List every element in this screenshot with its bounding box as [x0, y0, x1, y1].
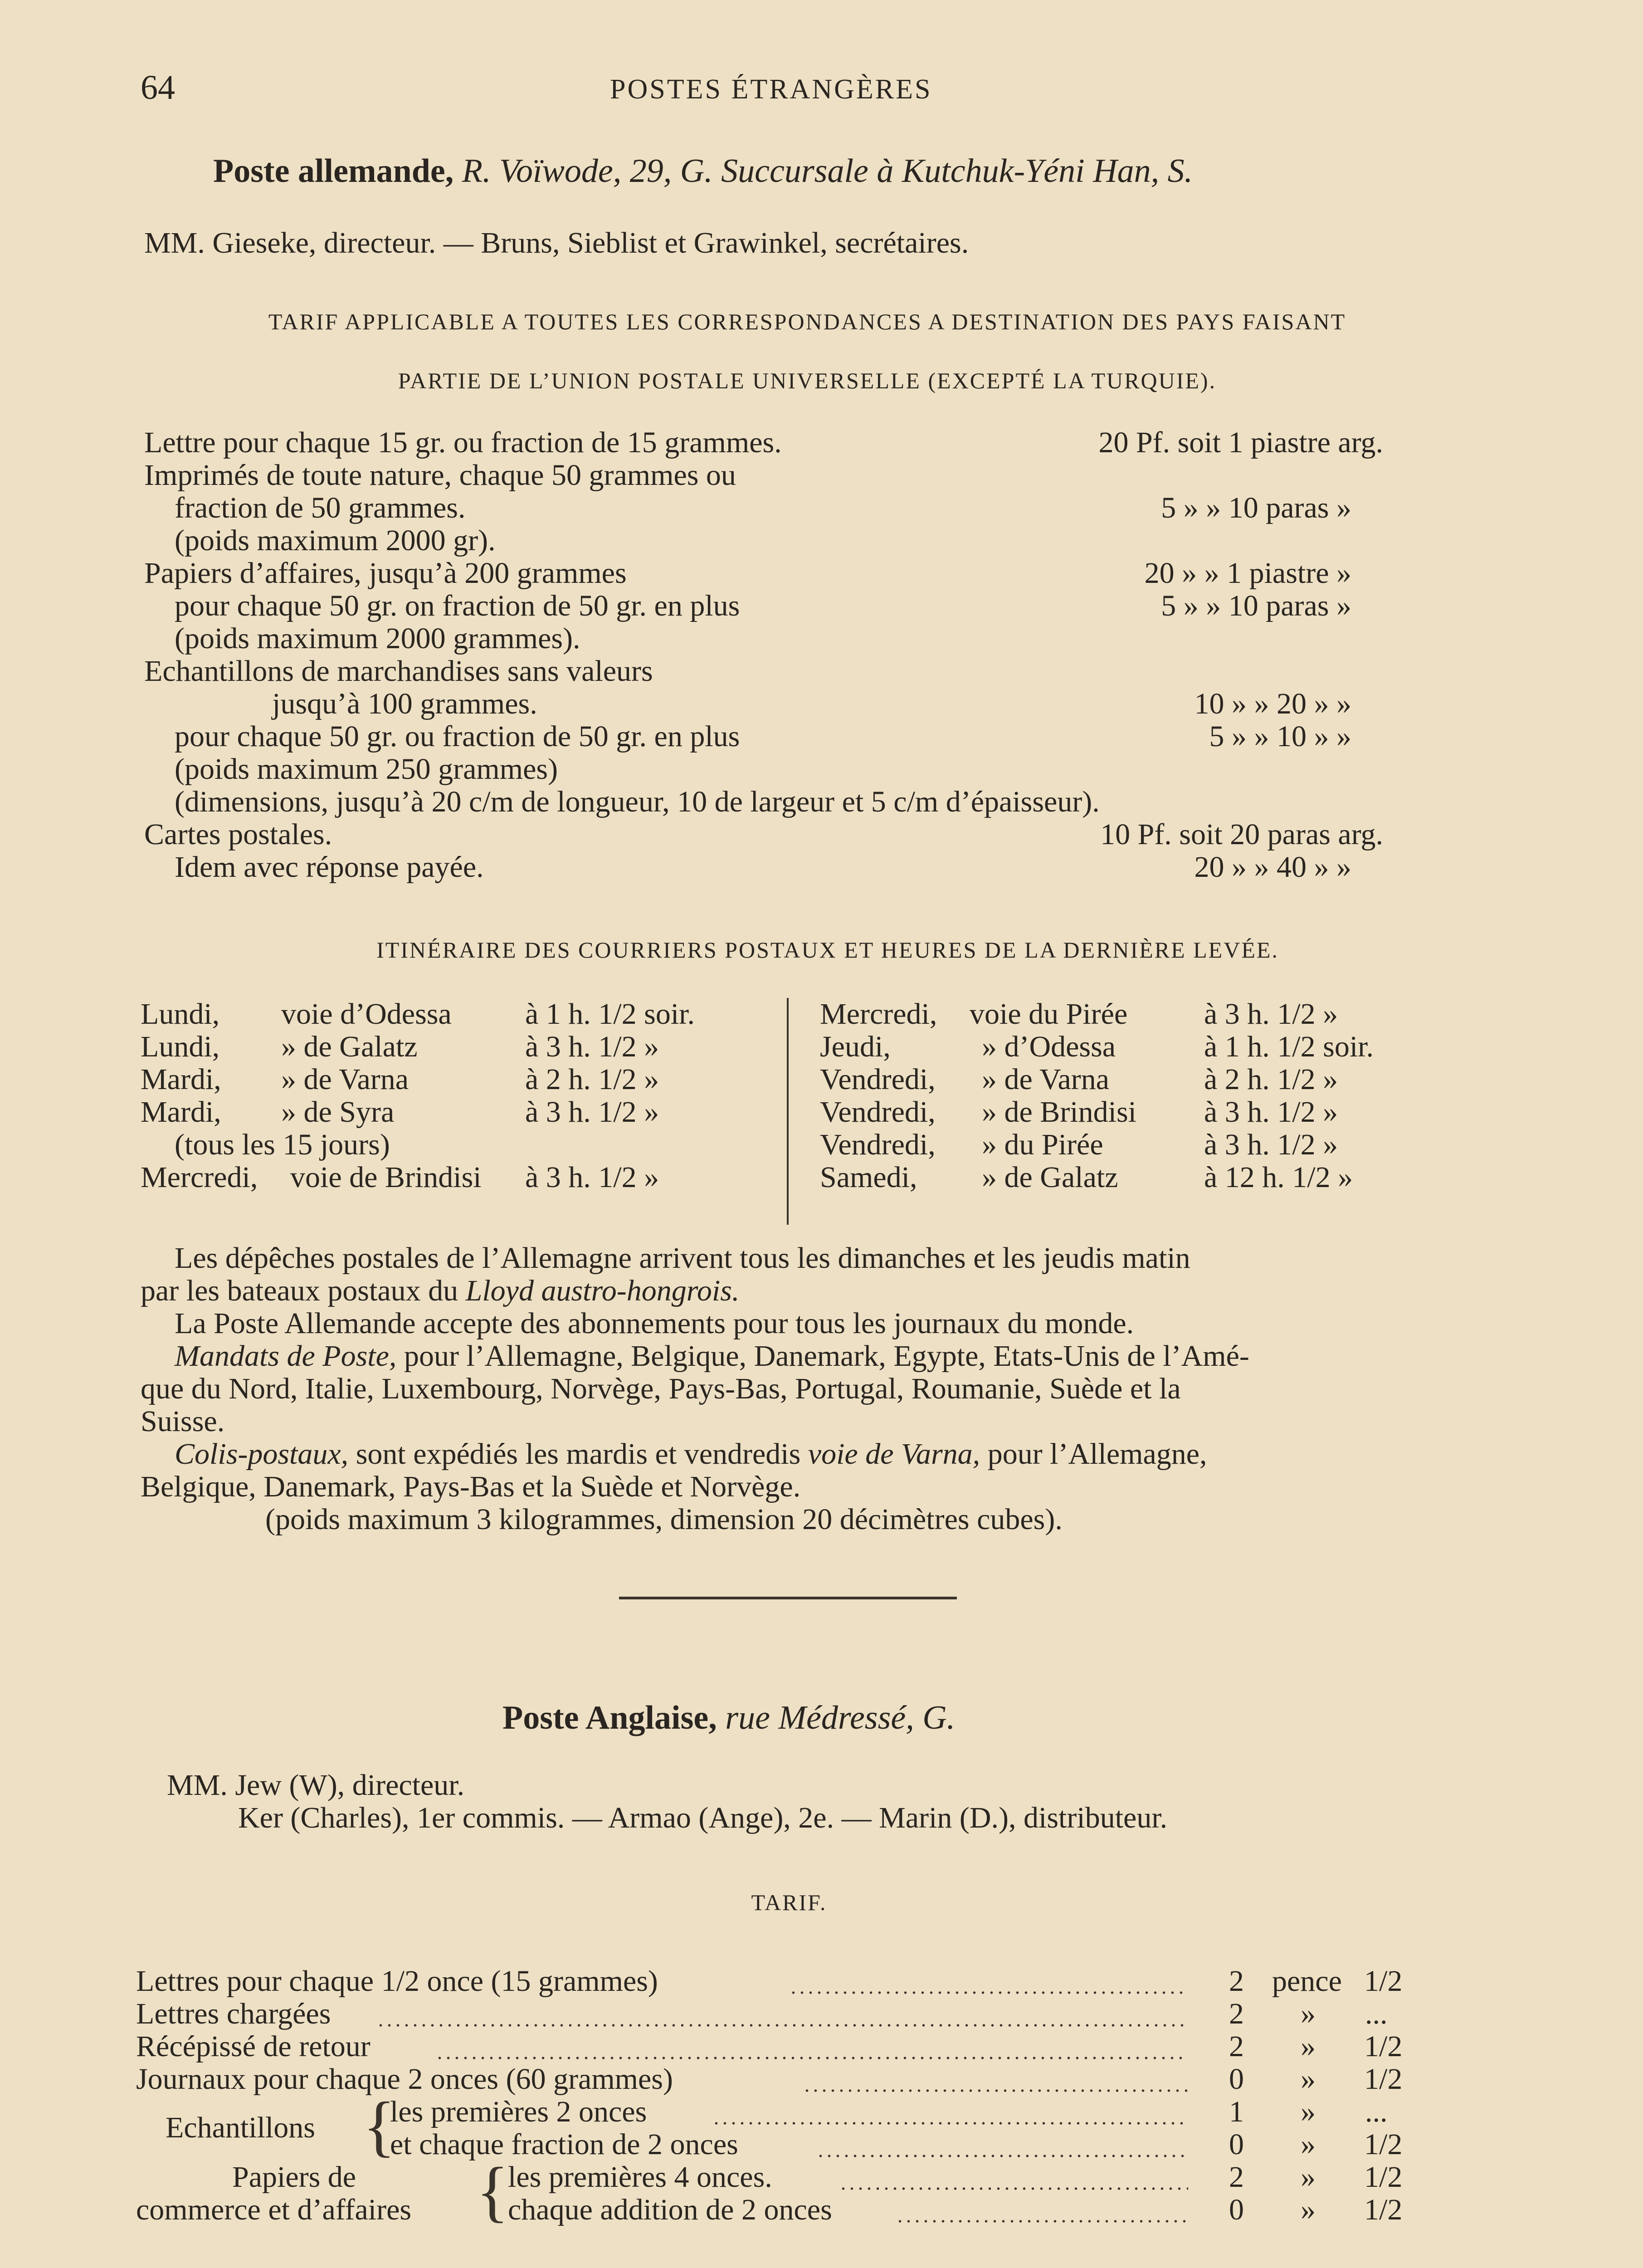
tariff-row-fraction: 1/2 [1364, 2030, 1403, 2063]
itinerary-time: à 3 h. 1/2 » [1204, 997, 1338, 1031]
page-number: 64 [141, 68, 175, 107]
tariff-line-text: (poids maximum 2000 gr). [175, 524, 496, 557]
tariff-row-unit: pence [1272, 1965, 1342, 1998]
tariff-row-value: 0 [1229, 2063, 1244, 2096]
tariff-row-fraction: 1/2 [1364, 2128, 1403, 2161]
german-post-address: R. Voïwode, 29, G. Succursale à Kutchuk-Yéni Han, S. [462, 152, 1193, 190]
tariff-row-unit: » [1301, 2193, 1316, 2226]
leader-dots [896, 2219, 1188, 2223]
section-title-german [213, 152, 1193, 191]
paragraph-line: La Poste Allemande accepte des abonnements pour tous les journaux du monde. [175, 1307, 1134, 1340]
itinerary-time: à 2 h. 1/2 » [1204, 1063, 1338, 1096]
paragraph-line: Belgique, Danemark, Pays-Bas et la Suède et Norvège. [141, 1470, 801, 1503]
itinerary-time: à 12 h. 1/2 » [1204, 1161, 1353, 1194]
paragraph-text: pour l’Allemagne, [987, 1437, 1207, 1471]
itinerary-route: » de Varna [982, 1063, 1110, 1096]
echantillons-label: Echantillons [166, 2111, 315, 2144]
itinerary-day: Lundi, [141, 997, 220, 1031]
english-post-address: rue Médressé, G. [725, 1699, 956, 1736]
english-post-name: Poste Anglaise, [502, 1699, 717, 1736]
paragraph-line: Les dépêches postales de l’Allemagne arrivent tous les dimanches et les jeudis matin [175, 1242, 1190, 1275]
tariff-line-price: 10 » » 20 » » [1194, 687, 1351, 720]
english-tariff-heading: TARIF. [751, 1890, 827, 1915]
tariff-line-text: (poids maximum 2000 grammes). [175, 622, 580, 655]
tariff-line-text: (dimensions, jusqu’à 20 c/m de longueur, 10 de largeur et 5 c/m d’épaisseur). [175, 785, 1100, 818]
itinerary-time: à 3 h. 1/2 » [525, 1095, 659, 1129]
paragraph-text: par les bateaux postaux du [141, 1274, 458, 1307]
tariff-row-value: 1 [1229, 2095, 1244, 2128]
itinerary-time: à 2 h. 1/2 » [525, 1063, 659, 1096]
leader-dots [816, 2154, 1188, 2158]
mandats-term: Mandats de Poste, [175, 1339, 397, 1373]
tariff-line-text: Lettre pour chaque 15 gr. ou fraction de 15 grammes. [144, 426, 782, 459]
german-post-name: Poste allemande, [213, 152, 454, 190]
varna-route: voie de Varna, [808, 1437, 980, 1471]
tariff-line-price: 5 » » 10 » » [1209, 720, 1351, 753]
itinerary-route: voie d’Odessa [281, 997, 452, 1031]
papiers-label-1: Papiers de [232, 2160, 356, 2194]
tariff-row-label: Lettres pour chaque 1/2 once (15 grammes) [136, 1965, 658, 1998]
tariff-row-unit: » [1301, 2160, 1316, 2194]
tariff-row-label: chaque addition de 2 onces [508, 2193, 832, 2226]
itinerary-day: Mardi, [141, 1063, 221, 1096]
itinerary-day: Vendredi, [820, 1063, 936, 1096]
tariff-line-text: Cartes postales. [144, 818, 332, 851]
leader-dots [435, 2056, 1188, 2060]
section-divider [619, 1597, 957, 1599]
itinerary-route: voie du Pirée [970, 997, 1128, 1031]
paragraph-text: sont expédiés les mardis et vendredis [356, 1437, 801, 1471]
tariff-row-unit: » [1301, 2128, 1316, 2161]
itinerary-time: à 1 h. 1/2 soir. [525, 997, 695, 1031]
tariff-row-unit: » [1301, 2030, 1316, 2063]
paragraph-line: que du Nord, Italie, Luxembourg, Norvège, Pays-Bas, Portugal, Roumanie, Suède et la [141, 1372, 1181, 1405]
tariff-line-price: 20 » » 40 » » [1194, 850, 1351, 884]
lloyd-name: Lloyd austro-hongrois. [465, 1274, 740, 1307]
tariff-line-text: pour chaque 50 gr. on fraction de 50 gr. en plus [175, 589, 740, 622]
itinerary-day: Vendredi, [820, 1128, 936, 1161]
paragraph-line: Suisse. [141, 1405, 225, 1438]
german-tariff-heading-1: TARIF APPLICABLE A TOUTES LES CORRESPONDANCES A DESTINATION DES PAYS FAISANT [268, 309, 1346, 334]
tariff-row-unit: » [1301, 1997, 1316, 2030]
tariff-line-text: Idem avec réponse payée. [175, 850, 484, 884]
paragraph-line [141, 1275, 739, 1307]
tariff-row-value: 2 [1229, 2030, 1244, 2063]
tariff-line-text: pour chaque 50 gr. ou fraction de 50 gr. en plus [175, 720, 740, 753]
itinerary-day: (tous les 15 jours) [175, 1128, 390, 1161]
tariff-line-price: 5 » » 10 paras » [1161, 589, 1351, 622]
tariff-row-label: et chaque fraction de 2 onces [390, 2128, 738, 2161]
tariff-line-text: Imprimés de toute nature, chaque 50 grammes ou [144, 459, 736, 492]
tariff-row-value: 2 [1229, 1965, 1244, 1998]
tariff-row-fraction: 1/2 [1364, 1965, 1403, 1998]
paragraph-line: (poids maximum 3 kilogrammes, dimension 20 décimètres cubes). [265, 1503, 1063, 1536]
itinerary-day: Samedi, [820, 1161, 917, 1194]
tariff-line-text: jusqu’à 100 grammes. [272, 687, 537, 720]
itinerary-divider [787, 998, 789, 1225]
leader-dots [712, 2121, 1188, 2125]
itinerary-time: à 3 h. 1/2 » [1204, 1128, 1338, 1161]
tariff-row-fraction: 1/2 [1364, 2160, 1403, 2194]
leader-dots [376, 2024, 1188, 2027]
tariff-row-value: 0 [1229, 2128, 1244, 2161]
papiers-label-2: commerce et d’affaires [136, 2193, 412, 2226]
itinerary-route: » de Galatz [281, 1030, 418, 1063]
tariff-row-value: 0 [1229, 2193, 1244, 2226]
tariff-line-text: (poids maximum 250 grammes) [175, 753, 558, 786]
brace: { [363, 2088, 395, 2164]
tariff-line-price: 10 Pf. soit 20 paras arg. [1100, 818, 1383, 851]
paragraph-line [175, 1340, 1249, 1373]
tariff-row-label: Journaux pour chaque 2 onces (60 grammes) [136, 2063, 673, 2096]
itinerary-day: Mercredi, [820, 997, 937, 1031]
itinerary-day: Mardi, [141, 1095, 221, 1129]
tariff-row-label: les premières 2 onces [390, 2095, 647, 2128]
itinerary-day: Lundi, [141, 1030, 220, 1063]
running-title: POSTES ÉTRANGÈRES [610, 74, 932, 105]
itinerary-heading: ITINÉRAIRE DES COURRIERS POSTAUX ET HEURES DE LA DERNIÈRE LEVÉE. [376, 937, 1279, 963]
paragraph-text: pour l’Allemagne, Belgique, Danemark, Egypte, Etats-Unis de l’Amé- [404, 1339, 1249, 1373]
itinerary-time: à 3 h. 1/2 » [1204, 1095, 1338, 1129]
section-title-english [502, 1699, 955, 1737]
tariff-row-value: 2 [1229, 1997, 1244, 2030]
tariff-row-fraction: ... [1365, 2095, 1388, 2128]
tariff-line-text: fraction de 50 grammes. [175, 491, 466, 524]
brace: { [476, 2154, 509, 2229]
itinerary-day: Vendredi, [820, 1095, 936, 1129]
tariff-row-fraction: 1/2 [1364, 2193, 1403, 2226]
tariff-row-label: les premières 4 onces. [508, 2160, 772, 2194]
leader-dots [839, 2187, 1188, 2190]
tariff-row-value: 2 [1229, 2160, 1244, 2194]
itinerary-route: » de Galatz [982, 1161, 1118, 1194]
tariff-row-fraction: ... [1365, 1997, 1388, 2030]
tariff-line-text: Papiers d’affaires, jusqu’à 200 grammes [144, 557, 627, 590]
itinerary-time: à 3 h. 1/2 » [525, 1161, 659, 1194]
leader-dots [803, 2089, 1188, 2092]
tariff-row-unit: » [1301, 2063, 1316, 2096]
tariff-line-text: Echantillons de marchandises sans valeurs [144, 655, 653, 688]
english-staff-2: Ker (Charles), 1er commis. — Armao (Ange), 2e. — Marin (D.), distributeur. [238, 1801, 1168, 1834]
itinerary-route: » de Brindisi [982, 1095, 1136, 1129]
itinerary-route: voie de Brindisi [290, 1161, 482, 1194]
colis-term: Colis-postaux, [175, 1437, 349, 1471]
tariff-row-fraction: 1/2 [1364, 2063, 1403, 2096]
tariff-row-label: Récépissé de retour [136, 2030, 371, 2063]
english-staff-1: MM. Jew (W), directeur. [167, 1769, 465, 1802]
tariff-line-price: 5 » » 10 paras » [1161, 491, 1351, 524]
tariff-row-unit: » [1301, 2095, 1316, 2128]
tariff-line-price: 20 Pf. soit 1 piastre arg. [1098, 426, 1383, 459]
itinerary-time: à 1 h. 1/2 soir. [1204, 1030, 1374, 1063]
tariff-line-price: 20 » » 1 piastre » [1144, 557, 1351, 590]
itinerary-route: » de Syra [281, 1095, 395, 1129]
itinerary-route: » d’Odessa [982, 1030, 1116, 1063]
tariff-row-label: Lettres chargées [136, 1997, 331, 2030]
itinerary-route: » de Varna [281, 1063, 409, 1096]
itinerary-day: Mercredi, [141, 1161, 258, 1194]
leader-dots [789, 1991, 1188, 1994]
itinerary-day: Jeudi, [820, 1030, 891, 1063]
german-tariff-heading-2: PARTIE DE L’UNION POSTALE UNIVERSELLE (EXCEPTÉ LA TURQUIE). [398, 368, 1217, 393]
paragraph-line [175, 1438, 1207, 1471]
itinerary-time: à 3 h. 1/2 » [525, 1030, 659, 1063]
german-staff: MM. Gieseke, directeur. — Bruns, Sieblist et Grawinkel, secrétaires. [144, 226, 969, 259]
itinerary-route: » du Pirée [982, 1128, 1103, 1161]
